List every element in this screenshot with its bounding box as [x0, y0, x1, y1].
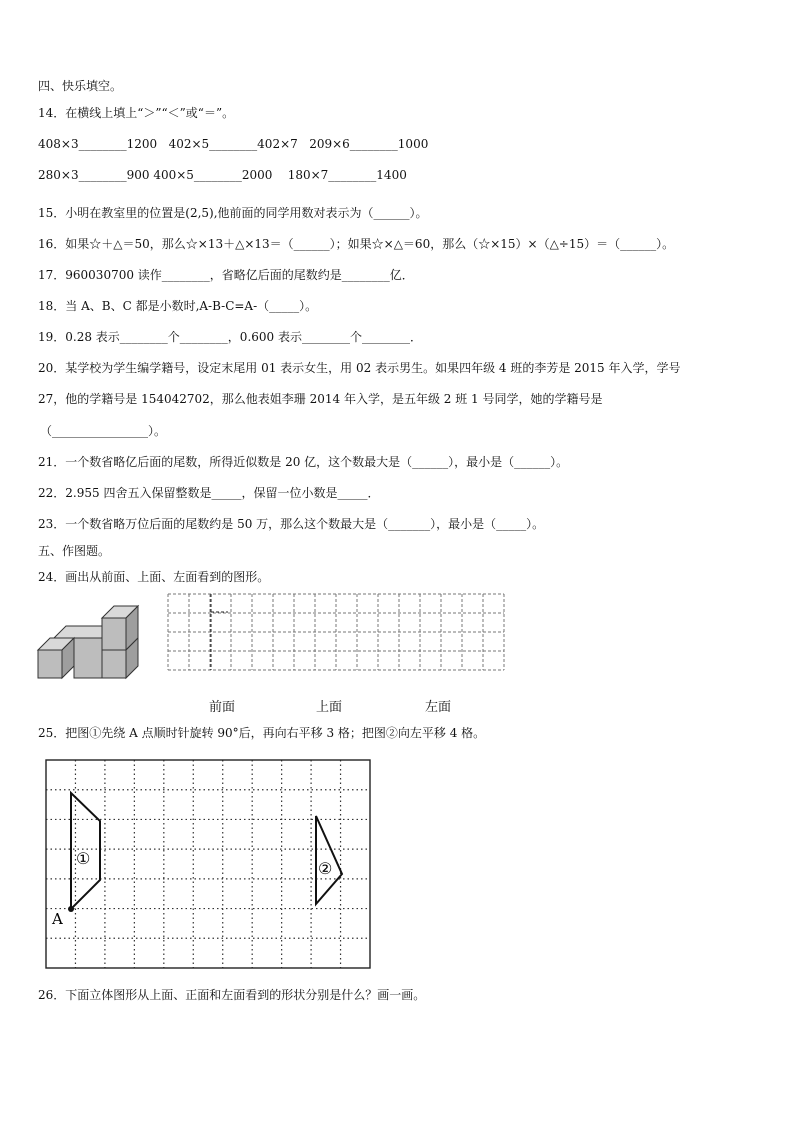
section-5-heading: 五、作图题。: [38, 544, 111, 558]
question-14-row-2: 280×3________900 400×5________2000 180×7________1400: [38, 168, 407, 182]
view-label-front: 前面: [209, 700, 236, 715]
shape-1-label: ①: [76, 849, 91, 868]
question-20-line-2: 27，他的学籍号是 154042702，那么他表姐李珊 2014 年入学，是五年级 2 班 1 号同学，她的学籍号是: [38, 392, 603, 406]
question-24: 24．画出从前面、上面、左面看到的图形。: [38, 570, 270, 584]
question-23: 23．一个数省略万位后面的尾数约是 50 万，那么这个数最大是（_______），最小是（_____）。: [38, 517, 545, 531]
section-4-heading: 四、快乐填空。: [38, 79, 123, 93]
question-20-line-3: （________________）。: [40, 424, 167, 438]
question-20-line-1: 20．某学校为学生编学籍号，设定末尾用 01 表示女生，用 02 表示男生。如果四年级 4 班的李芳是 2015 年入学，学号: [38, 361, 681, 375]
cube-stack-figure: [30, 596, 150, 686]
question-25: 25．把图①先绕 A 点顺时针旋转 90°后，再向右平移 3 格；把图②向左平移 4 格。: [38, 726, 486, 740]
question-17: 17．960030700 读作________，省略亿后面的尾数约是________亿．: [38, 268, 414, 282]
question-16: 16．如果☆＋△＝50，那么☆×13＋△×13＝（______）；如果☆×△＝60，那么（☆×15）×（△÷15）＝（______）。: [38, 237, 675, 251]
question-15: 15．小明在教室里的位置是(2,5),他前面的同学用数对表示为（______）。: [38, 206, 428, 220]
view-label-top: 上面: [316, 700, 343, 715]
question-18: 18．当 A、B、C 都是小数时,A-B-C=A-（_____）。: [38, 299, 318, 313]
point-a-marker: [68, 906, 74, 912]
question-19: 19．0.28 表示________个________，0.600 表示________个________．: [38, 330, 422, 344]
question-26: 26．下面立体图形从上面、正面和左面看到的形状分别是什么？画一画。: [38, 988, 426, 1002]
shape-2-label: ②: [318, 859, 333, 878]
views-grid: [166, 592, 508, 692]
translation-grid: [38, 756, 378, 976]
view-label-left: 左面: [425, 700, 452, 715]
question-14: 14．在横线上填上“＞”“＜”或“＝”。: [38, 106, 235, 120]
question-14-row-1: 408×3________1200 402×5________402×7 209×6________1000: [38, 137, 429, 151]
question-22: 22．2.955 四舍五入保留整数是_____，保留一位小数是_____．: [38, 486, 380, 500]
point-a-label: A: [52, 910, 63, 928]
question-21: 21．一个数省略亿后面的尾数，所得近似数是 20 亿，这个数最大是（______），最小是（______）。: [38, 455, 569, 469]
